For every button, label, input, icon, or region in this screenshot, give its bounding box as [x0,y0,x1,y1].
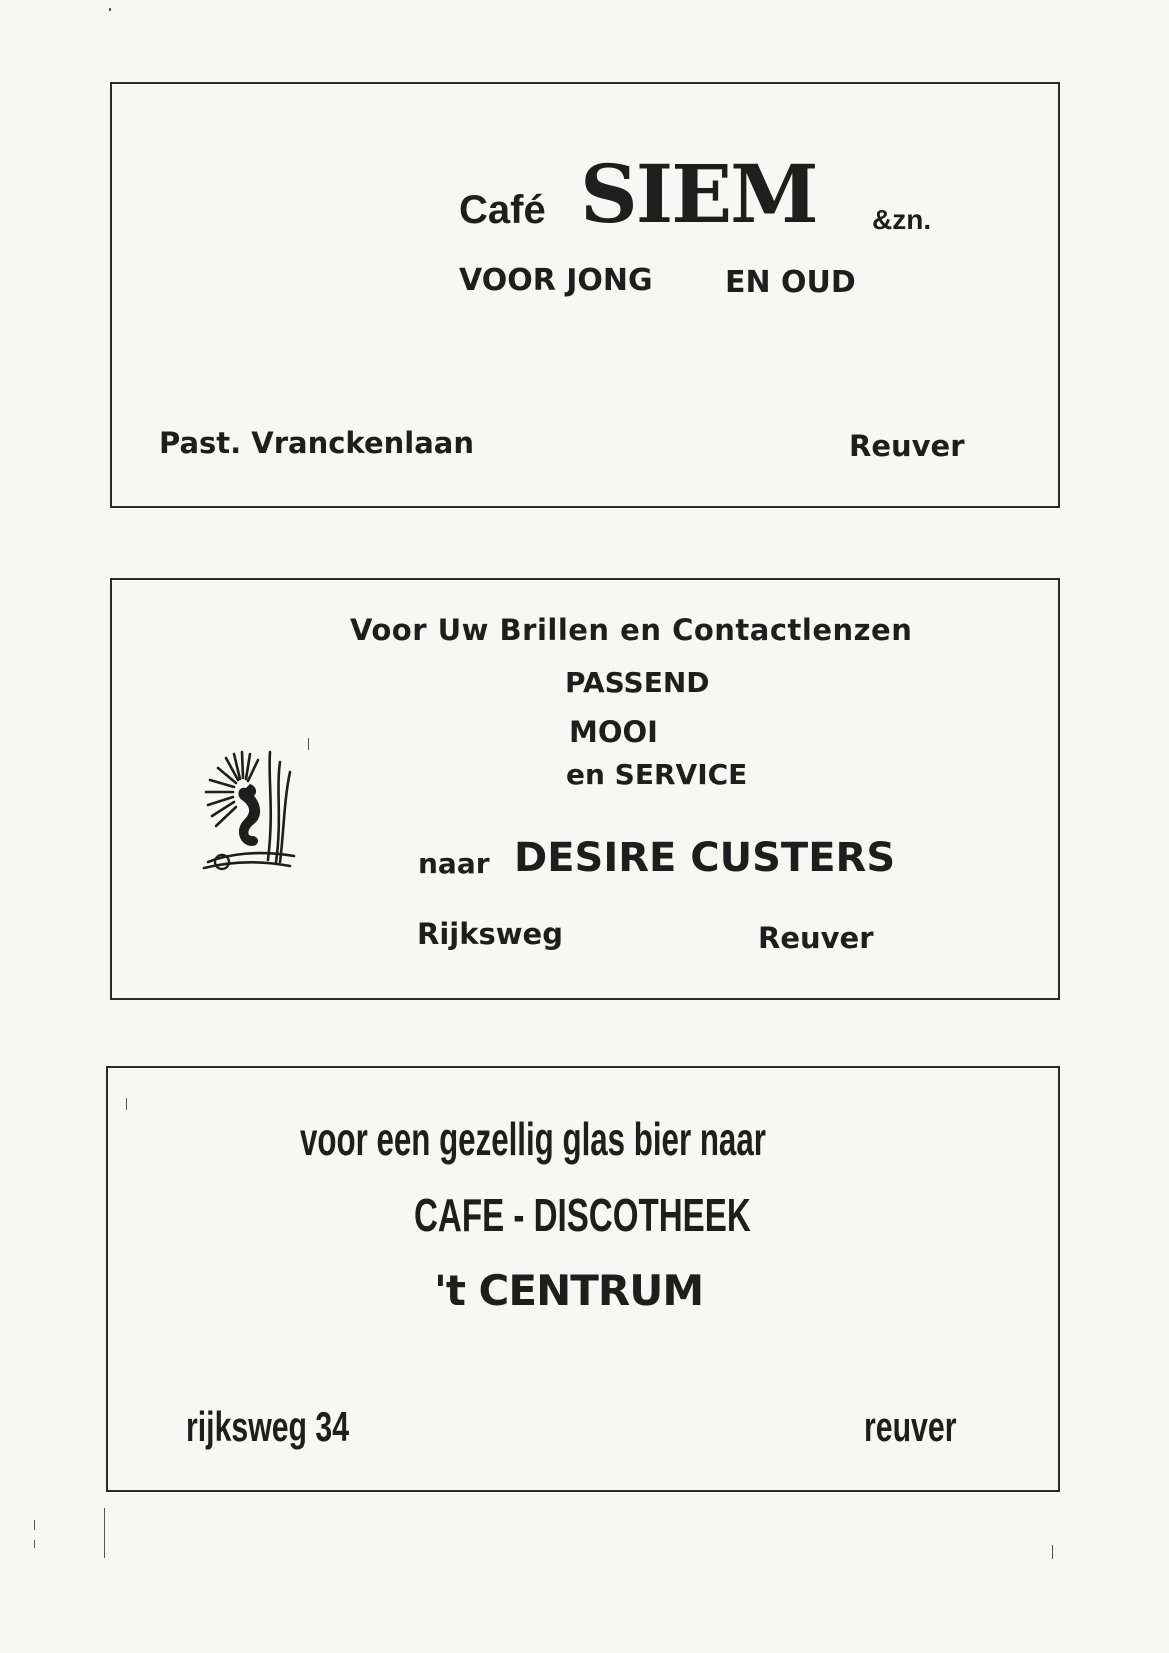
address: Past. Vranckenlaan [159,426,474,460]
scan-speck [126,1098,127,1110]
cafe-label: Café [459,188,546,232]
line-cafe-discotheek: CAFE - DISCOTHEEK [414,1189,751,1241]
tagline-left: VOOR JONG [459,263,653,298]
headline: Voor Uw Brillen en Contactlenzen [350,613,913,647]
siem-suffix: &zn. [872,204,932,235]
town: Reuver [758,921,874,955]
scan-speck [1052,1545,1053,1559]
scan-speck [34,1520,35,1530]
ad-t-centrum [106,1066,1060,1492]
scan-speck [109,8,111,11]
address: rijksweg 34 [186,1403,350,1450]
headline: voor een gezellig glas bier naar [300,1113,766,1165]
town: Reuver [849,429,965,463]
tagline-right: EN OUD [725,265,856,300]
seahorse-logo-icon [198,750,298,875]
line-centrum: 't CENTRUM [434,1266,704,1315]
scan-speck [308,738,309,750]
town: reuver [864,1403,957,1450]
ad-desire-custers [110,578,1060,1000]
naar-label: naar [418,847,490,880]
scan-speck [34,1540,35,1548]
address: Rijksweg [417,917,563,951]
line-mooi: MOOI [569,715,658,749]
line-passend: PASSEND [565,666,710,699]
line-service: en SERVICE [566,758,748,791]
scan-speck [104,1508,105,1558]
ad-cafe-siem [110,82,1060,508]
siem-name: SIEM [580,147,817,241]
desire-custers-name: DESIRE CUSTERS [514,835,896,881]
